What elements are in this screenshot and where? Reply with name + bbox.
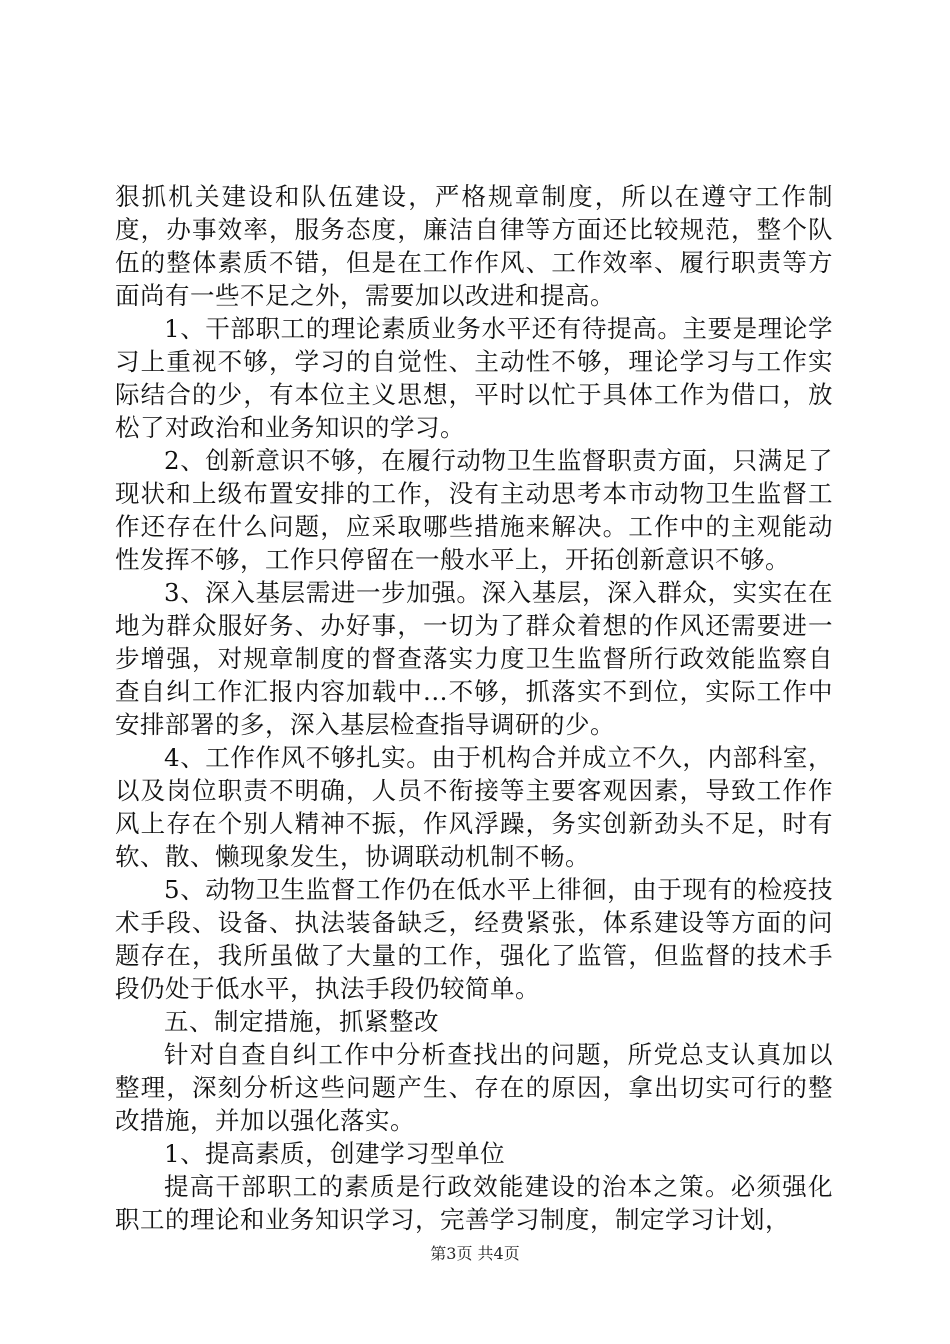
section-heading: 五、制定措施，抓紧整改 — [164, 1007, 439, 1036]
paragraph-5: 4、工作作风不够扎实。由于机构合并成立不久，内部科室，以及岗位职责不明确，人员不衔接等主要客观因素，导致工作作风上存在个别人精神不振，作风浮躁，务实创新劲头不足，时有软、散、懒现象发生，协调联动机制不畅。 — [115, 743, 833, 871]
subsection-heading: 1、提高素质，创建学习型单位 — [164, 1139, 506, 1168]
document-body — [115, 180, 833, 1236]
page-footer — [0, 1244, 950, 1264]
paragraph-6: 5、动物卫生监督工作仍在低水平上徘徊，由于现有的检疫技术手段、设备、执法装备缺乏，经费紧张，体系建设等方面的问题存在，我所虽做了大量的工作，强化了监管，但监督的技术手段仍处于低水平，执法手段仍较简单。 — [115, 875, 833, 1003]
paragraph-7: 针对自查自纠工作中分析查找出的问题，所党总支认真加以整理，深刻分析这些问题产生、存在的原因，拿出切实可行的整改措施，并加以强化落实。 — [115, 1040, 833, 1135]
paragraph-4: 3、深入基层需进一步加强。深入基层，深入群众，实实在在地为群众服好务、办好事，一切为了群众着想的作风还需要进一步增强，对规章制度的督查落实力度卫生监督所行政效能监察自查自纠工作汇报内容加载中...不够，抓落实不到位，实际工作中安排部署的多，深入基层检查指导调研的少。 — [115, 578, 833, 739]
paragraph-2: 1、干部职工的理论素质业务水平还有待提高。主要是理论学习上重视不够，学习的自觉性、主动性不够，理论学习与工作实际结合的少，有本位主义思想，平时以忙于具体工作为借口，放松了对政治和业务知识的学习。 — [115, 314, 833, 442]
paragraph-8: 提高干部职工的素质是行政效能建设的治本之策。必须强化职工的理论和业务知识学习，完善学习制度，制定学习计划， — [115, 1172, 833, 1234]
paragraph-3: 2、创新意识不够，在履行动物卫生监督职责方面，只满足了现状和上级布置安排的工作，没有主动思考本市动物卫生监督工作还存在什么问题，应采取哪些措施来解决。工作中的主观能动性发挥不够，工作只停留在一般水平上，开拓创新意识不够。 — [115, 446, 833, 574]
page-number: 第3页 共4页 — [430, 1244, 520, 1263]
paragraph-1: 狠抓机关建设和队伍建设，严格规章制度，所以在遵守工作制度，办事效率，服务态度，廉洁自律等方面还比较规范，整个队伍的整体素质不错，但是在工作作风、工作效率、履行职责等方面尚有一些不足之外，需要加以改进和提高。 — [115, 182, 833, 310]
